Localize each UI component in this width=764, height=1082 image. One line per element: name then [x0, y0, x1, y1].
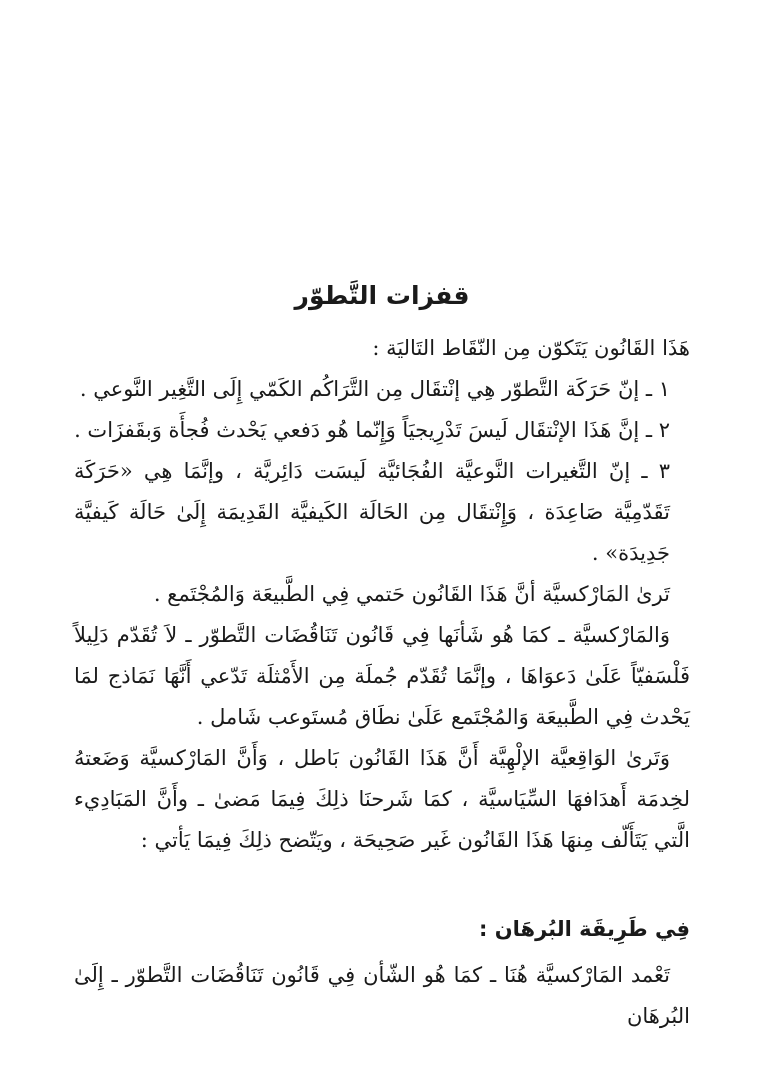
page-content: [74, 272, 690, 1037]
point-2: ٢ ـ إنَّ هَذَا الإنْتقَال لَيسَ تَدْرِيجيَاً وَإِنّما هُو دَفعي يَحْدث فُجأَة وَبقَفزَات .: [74, 418, 670, 442]
point-1: ١ ـ إنّ حَرَكَة التَّطوّر هِي إنْتقَال مِن التَّرَاكُم الكَمّي إِلَى التَّغِير النَّوعي .: [79, 377, 670, 401]
paragraph-1: تَرىٰ المَارْكسيَّة أنَّ هَذَا القَانُون حَتمي فِي الطَّبيعَة وَالمُجْتَمع .: [153, 582, 670, 606]
page-title: قفزات التَّطوّر: [294, 281, 470, 310]
paragraph-2: وَالمَارْكسيَّة ـ كمَا هُو شَأنَها فِي قَانُون تَنَاقُضَات التَّطوّر ـ لاَ تُقَدّم دَلِيلاً فَلْسَفيّاً عَلَىٰ دَعوَاهَا ، وإنَّمَا تُقَدّم جُملَة مِن الأَمْثلَة تَدّعي أَنَّهَا نَمَاذج لمَا يَحْدث فِي الطَّبيعَة وَالمُجْتَمع عَلَىٰ نطَاق مُستَوعب شَامل .: [74, 623, 690, 729]
section-paragraph: تَعْمد المَارْكسيَّة هُنَا ـ كمَا هُو الشّأن فِي قَانُون تَنَاقُضَات التَّطوّر ـ إِلَىٰ البُرهَان: [74, 963, 690, 1028]
section-heading: فِي طَرِيقَة البُرهَان :: [479, 917, 690, 941]
intro-paragraph: هَذَا القَانُون يَتَكوّن مِن النّقَاط التَاليَة :: [372, 336, 690, 360]
paragraph-3: وَتَرىٰ الوَاقِعيَّة الإلْهِيَّة أَنَّ هَذَا القَانُون بَاطل ، وَأَنَّ المَارْكسيَّة وَضَعتهُ لخِدمَة أَهدَافهَا السِّيَاسيَّة ، كمَا شَرحنَا ذلِكَ فِيمَا مَضىٰ ـ وأَنَّ المَبَادِيء الَّتي يَتَأَلّف مِنهَا هَذَا القَانُون غَير صَحِيحَة ، ويَتّضح ذلِكَ فِيمَا يَأتي :: [74, 746, 690, 852]
point-3: ٣ ـ إنّ التَّغيرات النَّوعيَّة الفُجَائيَّة لَيسَت دَائِريَّة ، وإنَّمَا هِي «حَرَكَة تَقَدّمِيَّة صَاعِدَة ، وَإِنْتقَال مِن الحَالَة الكَيفيَّة القَدِيمَة إِلَىٰ حَالَة كَيفيَّة جَدِيدَة» .: [74, 459, 670, 565]
